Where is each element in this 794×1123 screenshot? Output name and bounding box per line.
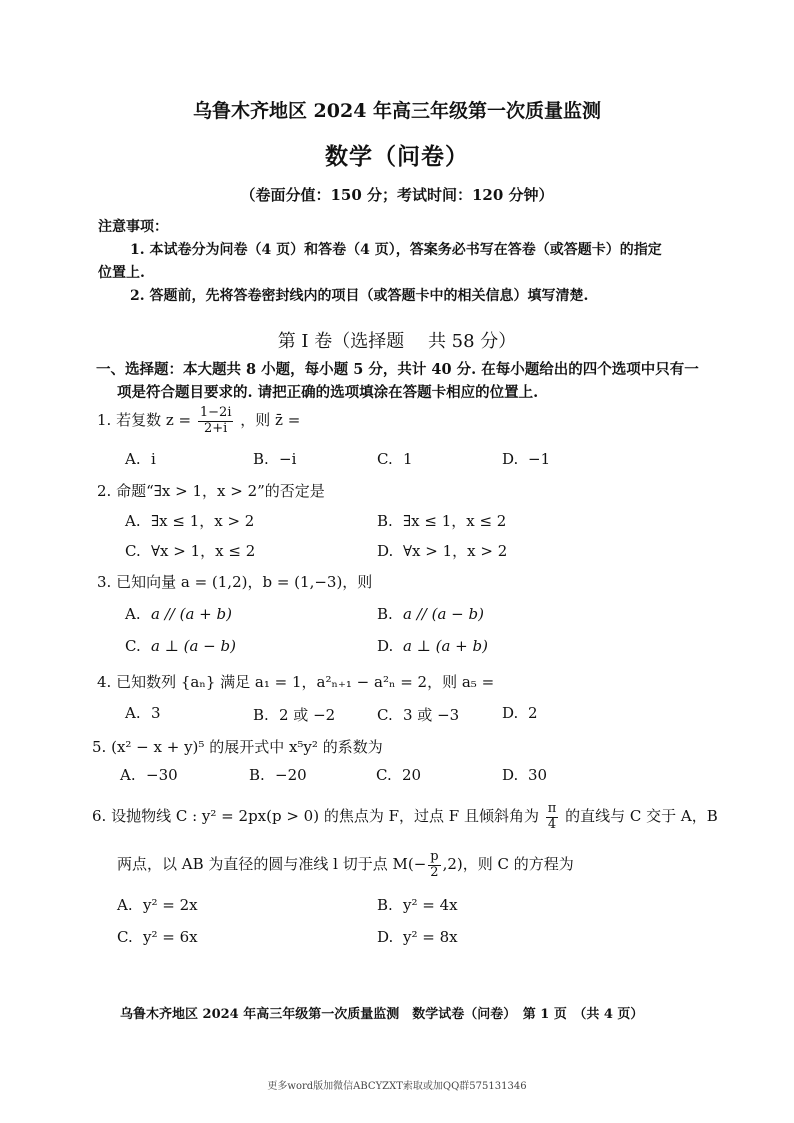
option-b[interactable] [249, 766, 307, 784]
question-text: 的直线与 C 交于 A，B [565, 807, 718, 825]
option-label: B. [377, 512, 393, 530]
option-label: A. [120, 766, 136, 784]
notice-item-1-cont: 位置上. [98, 265, 145, 281]
question-6-cont [117, 849, 574, 880]
option-label: D. [377, 542, 394, 560]
option-text: 20 [402, 766, 422, 784]
option-text: i [151, 450, 156, 468]
option-text: 3 或 −3 [403, 706, 460, 724]
option-c[interactable] [376, 766, 421, 784]
option-text: 2 [528, 704, 538, 722]
option-d[interactable] [377, 540, 507, 561]
option-c[interactable] [377, 704, 459, 725]
option-label: B. [253, 450, 269, 468]
section-instructions: 一、选择题：本大题共 8 小题，每小题 5 分，共计 40 分. 在每小题给出的四个选项中只有一 [96, 361, 699, 378]
question-text: 若复数 z = [116, 411, 192, 429]
option-b[interactable] [377, 896, 458, 914]
option-text: a ⊥ (a − b) [151, 637, 236, 655]
option-a[interactable] [120, 766, 178, 784]
question-text: (x² − x + y)⁵ 的展开式中 x⁵y² 的系数为 [111, 738, 383, 756]
question-number: 5. [92, 738, 107, 756]
option-label: D. [377, 928, 394, 946]
option-text: −i [279, 450, 297, 468]
option-text: ∃x ≤ 1，x ≤ 2 [403, 512, 507, 530]
question-text: 命题“∃x > 1，x > 2”的否定是 [116, 482, 325, 500]
option-d[interactable] [377, 928, 458, 946]
option-label: D. [502, 704, 519, 722]
option-text: a // (a − b) [403, 605, 484, 623]
section-instructions-cont: 项是符合题目要求的. 请把正确的选项填涂在答题卡相应的位置上. [117, 384, 539, 401]
fraction-denominator: 4 [547, 816, 557, 832]
option-a[interactable] [125, 704, 161, 722]
option-text: ∀x > 1，x > 2 [403, 542, 508, 560]
fraction-denominator: 2+i [204, 420, 228, 436]
option-c[interactable] [125, 540, 255, 561]
option-text: 30 [528, 766, 548, 784]
fraction [198, 406, 234, 436]
option-a[interactable] [125, 450, 156, 468]
option-text: ∀x > 1，x ≤ 2 [151, 542, 256, 560]
option-label: C. [125, 637, 141, 655]
exam-title: 乌鲁木齐地区 2024 年高三年级第一次质量监测 [192, 100, 602, 122]
option-text: y² = 6x [143, 928, 198, 946]
option-d[interactable] [502, 704, 538, 722]
fraction-numerator: π [547, 801, 557, 817]
option-text: −1 [528, 450, 551, 468]
fraction [546, 802, 559, 832]
question-number: 6. [92, 807, 107, 825]
question-text: 两点，以 AB 为直径的圆与准线 l 切于点 M(− [117, 855, 427, 873]
option-label: C. [377, 706, 393, 724]
option-label: B. [377, 896, 393, 914]
option-label: A. [125, 450, 141, 468]
option-label: D. [377, 637, 394, 655]
option-label: C. [377, 450, 393, 468]
option-label: C. [117, 928, 133, 946]
section-title: 第 I 卷（选择题 共 58 分） [277, 331, 517, 352]
question-text: ,2)，则 C 的方程为 [442, 855, 574, 873]
option-c[interactable] [377, 450, 413, 468]
option-label: D. [502, 450, 519, 468]
question-1 [97, 406, 300, 436]
option-text: 3 [151, 704, 161, 722]
fraction [428, 850, 440, 880]
question-3 [97, 571, 372, 592]
option-label: B. [377, 605, 393, 623]
fraction-numerator: p [430, 849, 439, 865]
question-text: 已知数列 {aₙ} 满足 a₁ = 1，a²ₙ₊₁ − a²ₙ = 2，则 a₅ = [116, 673, 495, 691]
question-text: 已知向量 a = (1,2)，b = (1,−3)，则 [116, 573, 373, 591]
question-text: 设抛物线 C : y² = 2px(p > 0) 的焦点为 F，过点 F 且倾斜角为 [111, 807, 539, 825]
option-d[interactable] [502, 450, 550, 468]
option-c[interactable] [117, 928, 198, 946]
fraction-numerator: 1−2i [199, 405, 232, 421]
option-text: −20 [275, 766, 307, 784]
option-text: 1 [403, 450, 413, 468]
question-text: ，则 z̄ = [240, 411, 301, 429]
question-4 [97, 671, 494, 692]
exam-info: （卷面分值：150 分；考试时间：120 分钟） [240, 186, 554, 204]
option-b[interactable] [253, 450, 296, 468]
option-text: ∃x ≤ 1，x > 2 [151, 512, 255, 530]
notice-item-2: 2. 答题前，先将答卷密封线内的项目（或答题卡中的相关信息）填写清楚. [130, 288, 589, 304]
option-b[interactable] [253, 704, 335, 725]
option-d[interactable] [377, 637, 488, 655]
notice-item-1: 1. 本试卷分为问卷（4 页）和答卷（4 页），答案务必书写在答卷（或答题卡）的指定 [130, 242, 662, 258]
option-label: B. [249, 766, 265, 784]
fraction-denominator: 2 [430, 864, 439, 880]
option-text: a // (a + b) [151, 605, 232, 623]
option-text: −30 [146, 766, 178, 784]
notice-heading: 注意事项： [98, 219, 168, 235]
option-label: C. [376, 766, 392, 784]
subject-title: 数学（问卷） [325, 143, 469, 170]
option-label: D. [502, 766, 519, 784]
option-b[interactable] [377, 605, 484, 623]
question-2 [97, 480, 325, 501]
option-label: A. [125, 704, 141, 722]
option-c[interactable] [125, 637, 236, 655]
question-number: 2. [97, 482, 112, 500]
option-b[interactable] [377, 510, 506, 531]
option-text: y² = 2x [143, 896, 198, 914]
watermark-text: 更多word版加微信ABCYZXT索取或加QQ群575131346 [267, 1081, 527, 1092]
option-d[interactable] [502, 766, 547, 784]
question-number: 1. [97, 411, 112, 429]
option-label: A. [125, 605, 141, 623]
option-text: a ⊥ (a + b) [403, 637, 488, 655]
question-number: 3. [97, 573, 112, 591]
option-label: A. [117, 896, 133, 914]
option-label: B. [253, 706, 269, 724]
question-6 [92, 801, 718, 832]
question-number: 4. [97, 673, 112, 691]
option-a[interactable] [125, 510, 254, 531]
page-footer: 乌鲁木齐地区 2024 年高三年级第一次质量监测 数学试卷（问卷） 第 1 页 （共 4 页） [120, 1007, 644, 1022]
option-text: y² = 8x [403, 928, 458, 946]
question-5 [92, 736, 383, 757]
option-text: 2 或 −2 [279, 706, 336, 724]
option-a[interactable] [117, 896, 198, 914]
option-label: C. [125, 542, 141, 560]
option-label: A. [125, 512, 141, 530]
option-a[interactable] [125, 605, 232, 623]
option-text: y² = 4x [403, 896, 458, 914]
